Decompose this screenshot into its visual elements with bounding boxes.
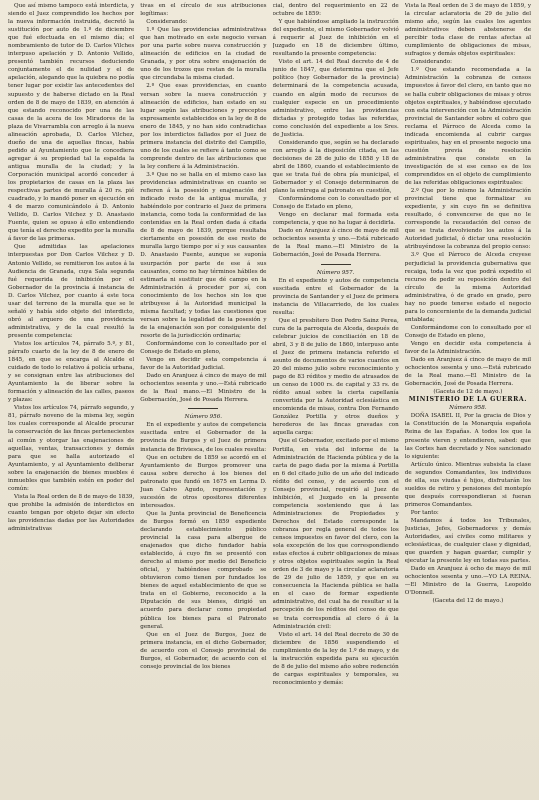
paragraph: Visto el art. 14 del Real decreto de 4 de junio de 1847, que determina que el Jefe político (hoy Gobernador de la provincia) determinará de la competencia acusada, cuando en algún modo de recursos de cualquier especie en un procedimiento administrativo, entre las providencias dictadas y protegido todas las referidas, como conclusión del expediente a los Sres. de Justicia. — [272, 59, 399, 138]
paragraph: 1.º Que las providencias administrativas que han motivado en este negocio versan por una parte sobre nueva construcción y alineación de edificios en la ciudad de Granada, y por otra sobre enajenación de uno de los trozos que restan de la muralla que circundaba la misma ciudad. — [140, 27, 267, 82]
divider — [321, 264, 351, 265]
paragraph: Considerando que, según se ha declarado con arreglo á la disposición citada, en las decisiones de 28 de julio de 1858 y 18 de abril de 1860, cuando el establecimiento de que se trata fué de obra pía municipal, el Gobernador y el Consejo determinaron de plano la entrega al patronato en cuestión, — [272, 139, 399, 195]
text-columns — [8, 2, 531, 794]
paragraph: Que el presbítero Don Pedro Sainz Perea, cura de la parroquia de Alceda, después de celebrar juicios de conciliación en 18 de abril, 3 y 8 de julio de 1860, interpuso ante el Juez de primera instancia referido el asunto de documentos de varios cuantos en 20 del mismo julio sobre reconocimiento y pago de 83 réditos y medio de atrasados de un censo de 1000 rs. de capital y 33 rs. de rédito anual sobre la cierta capellanía convertida por la Autoridad eclesiástica en encomienda de misas, contra Don Fernando González Portilla y otros dueños y herederos de las fincas gravadas con aquella carga: — [272, 317, 399, 437]
paragraph: Vistos los artículos 74, párrafo 5.º, y 81, párrafo cuarto de la ley de 8 de enero de 1845, en que se encarga al Alcalde el cuidado de todo lo relativo á policía urbana, y se consignan entre las atribuciones del Ayuntamiento la de liberar sobre la formación y alineación de las calles, paseos y plazas: — [8, 340, 135, 404]
paragraph: En el expediente y autos de competencia suscitada entre el Gobernador de la provincia de Santander y el Juez de primera instancia de Villacarriedo, de los cuales resulta: — [272, 277, 399, 316]
signature-paragraph: Dado en Aranjuez á cinco de mayo de mil ochocientos sesenta y uno.—Está rubricado de la Real mano.—El Ministro de la Gobernación, José de Posada Herrera. — [140, 373, 267, 404]
gazette-date: (Gaceta del 12 de mayo.) — [432, 598, 504, 605]
gazette-date: (Gaceta de 12 de mayo.) — [433, 389, 503, 396]
paragraph: 1.º Que estando recomendada a la Administración la cobranza de censos impuestos á favor del clero, en tanto que no se halla cubrir obligaciones de misas y otros objetos espirituales, y habiéndose ejecutado con esta intervención con la Administración provincial de Santander sobre el cobro que reclama el Párroco de Alceda como la indicada encomienda al cubrir cargas espirituales, hay en el presente negocio una cuestión previa de resolución administrativa que consiste en la investigación de si ese censo es de los comprendidos en el objeto de cumplimiento de las referidas obligaciones espirituales: — [404, 67, 531, 187]
paragraph: 3.º Que el Párroco de Alceda creyese perjudicial la providencia gubernativa que recaiga, toda la vez que podrá expedito el recurso de pedir su reposición dentro del círculo de la misma Autoridad administrativa, ó de grado en grado, pero hay no puede tenerse estado el negocio para lo concerniente de la demanda judicial entablada; — [404, 252, 531, 323]
paragraph: 2.º Que por lo mismo la Administración provincial tiene que formalizar su expediente, y sin cuyo fin se definitiva resultado, ó convencerse de que no le corresponde la recaudación del censo de que se trata devolviendo los autos á la Autoridad judicial, ó dictar una resolución atribuyéndose la cobranza del propio censo: — [404, 188, 531, 251]
paragraph: Que la Junta provincial de Beneficencia de Burgos formó en 1859 expediente declarando establecimiento público provincial la casa para albergue de enajenados que dicho fundador había establecido, á cuyo fin se presentó con derecho al mismo por medio del Beneficio oficial, y habiéndose comprobado se obtuvieron como tienen por fundados los bienes de aquel establecimiento de que se trata en el Gobierno, reconocido a la Diputación de sus bienes, dirigió un acuerdo para declarar como propiedad pública los bienes para el Patronato general. — [140, 510, 267, 630]
paragraph: Vista la Real orden de 3 de mayo de 1859, y la circular aclaratoria de 29 de julio del mismo año, según las cuales los agentes administrativos deben abstenerse de percibir toda clase de rentas afectas al cumplimiento de obligaciones de misas, sufragios y demás objetos espirituales: — [404, 3, 531, 58]
paragraph: Conformándome con lo consultado por el Consejo de Estado en pleno, — [140, 340, 267, 356]
signature-paragraph: Dado en Aranjuez á ocho de mayo de mil ochocientos sesenta y uno.—YO LA REINA.—El Ministro de la Guerra, Leopoldo O'Donnell. — [404, 566, 531, 597]
paragraph: DOÑA ISABEL II, Por la gracia de Dios y la Constitución de la Monarquía española Reina de las Españas. A todos los que la presente vieren y entendieren, sabed: que las Cortes han decretado y Nos sancionado lo siguiente: — [404, 413, 531, 460]
paragraph: Vengo en decidir esta competencia á favor de la Administración. — [404, 340, 531, 356]
paragraph: Considerando: — [146, 19, 188, 26]
signature-paragraph: Dado en Aranjuez á cinco de mayo de mil ochocientos sesenta y uno.—Está rubricado de la Real mano.—El Ministro de la Gobernación, José de Posada Herrera. — [272, 228, 399, 259]
paragraph: En el expediente y autos de competencia suscitada entre el Gobernador de la provincia de Burgos y el Juez de primera instancia de Briviesca, de los cuales resulta: — [140, 422, 267, 453]
decree-number: Número 958. — [449, 405, 487, 412]
paragraph: Y que habiéndose ampliado la instrucción del expediente, el mismo Gobernador volvió á requerir al Juez de inhibición en el Juzgado en 18 de diciembre último, resultando la presente competencia: — [272, 19, 399, 58]
paragraph: Vista la Real orden de 8 de mayo de 1839, que prohibe la admisión de interdictos en cuanto tengan por objeto dejar sin efecto las providencias dadas por las Autoridades administrativas — [8, 493, 135, 533]
paragraph: 2.º Que esas providencias, en cuanto versan sobre la nueva construcción y alineación de edificios, han estado en su lugar según las atribuciones y preceptos expresamente establecidos en la ley de 8 de enero de 1845, y no han sido contradichas por los interdictos fallados por el Juez de primera instancia del distrito del Campillo, uno de los cuales se refiere á tanto como se comprende dentro de las atribuciones que la ley confiere á la Administración. — [140, 83, 267, 170]
paragraph: Que así mismo tampoco está interdicta, y siendo el Juez comprendido los hechos por la nueva información instruida, decretó la sustitución por auto de 1.º de diciembre que fué efectuada en el mismo día; el nombramiento de tutor de D. Carlos Vilches interpuso apelación y D. Antonio Vellido, presentó también recursos deduciendo conjuntamente el de nulidad y el de apelación, alegando que la quiebra no podía tener lugar por existir las antecedentes del supuesto y de haberse dictado en la Real orden de 8 de mayo de 1839, en atención á que estando reconocido por una de las casas de la acera de los Miradores de la plaza de Vivarrambla con arreglo á la nueva alineación aprobada, D. Carlos Vilchez, dueño de una de aquellas fincas, había pedido al Ayuntamiento que le concediera agregar á su propiedad tal la espalda la antigua muralla de la ciudad; y la Corporación municipal acordó conceder á los propietarios de casas en la plaza las respectivas partes de muralla á 20 rs. pié cuadrado, y lo mandó poner en ejecución en 4 de marzo comunicándolo á D. Antonio Vellido, D. Carlos Vilchez y D. Anastasio Fuente, quien se opuso á ello entendiendo que tenía el derecho expedito por la muralla á favor de las primeras. — [8, 3, 135, 243]
paragraph: 3.º Que no se halla en el mismo caso las providencias administrativas en cuanto se refieren á la posesión y enajenación del indicado resto de la antigua muralla, y habiéndolo por contrario el Juez de primera instancia, como toda la conformidad de las contenidas en la Real orden dada á citada de 8 de mayo de 1839, porque resultaba ciertamente en posesión de ese resto de muralla largo tiempo por sí y sus causantes D. Anastasio Fuente, aunque se suponía usurpación por parte de ese á sus causantes, como no hay términos hábiles de estimarla ni sustituir que dé campo en la Administración á proceder por sí, con conocimiento de los hechos sin los que atribuyese á la Autoridad municipal la misma facultad; y todas las cuestiones que versan sobre la legalidad de la posesión y de la enajenación son por consiguiente del resorte de la jurisdicción ordinaria; — [140, 171, 267, 339]
column-1 — [8, 2, 134, 794]
paragraph: Por tanto: — [410, 509, 439, 516]
decree-number: Número 956. — [184, 414, 223, 421]
paragraph: Artículo único. Mientras subsista la clase de segundos Comandantes, los individuos de ella, sus viudas é hijos, disfrutarán los sueldos de retiro y pensiones del montepío que después correspondieran si fueran primeros Comandantes. — [404, 461, 531, 508]
paragraph: Conformándome con lo consultado por el Consejo de Estado en pleno, — [272, 196, 399, 211]
paragraph: tivas en el círculo de sus atribuciones legítimas: — [140, 3, 267, 18]
paragraph: Que el Gobernador, excitado por el mismo Portilla, en vista del informe de la Administración de Hacienda pública y de la carta de pago dada por la misma á Portilla en 6 del citado julio de un año del indicado rédito del censo, y de acuerdo con el Consejo provincial, requirió al Juez de inhibición, el Juzgado en la presente competencia sosteniendo que á las Administraciones de Propiedades y Derechos del Estado corresponde la cobranza por regla general de todos los censos impuestos en favor del clero, con la sola excepción de los que correspondiendo estas efectos á cubrir obligaciones de misas y otros objetos espirituales según la Real orden de 3 de mayo y la circular aclaratoria de 29 de julio de 1859, y que en su consecuencia la Hacienda pública se halla en el caso de formar expediente administrativo, del cual ha de resultar si la percepción de los réditos del censo de que se trata correspondía al clero ó á la Administración civil: — [272, 438, 399, 630]
column-4 — [405, 2, 531, 794]
paragraph: Considerando: — [410, 59, 452, 66]
paragraph: cial, dentro del requerimiento en 22 de octubre de 1859: — [272, 3, 399, 18]
divider — [188, 408, 218, 409]
decree-number: Número 957. — [316, 269, 355, 276]
paragraph: Conformándome con lo consultado por el Consejo de Estado en pleno, — [404, 324, 531, 339]
column-3 — [273, 2, 399, 794]
paragraph: Que admitidas las apelaciones interpuestas por Don Carlos Vilchez y D. Antonio Vellido, se remitieron los autos á la Audiencia de Granada, cuya Sala segunda fué requerida de inhibición por el Gobernador de la provincia á instancia de D. Carlos Vilchez, por cuanto á este toca usar del terreno de la muralla que se le señaló y había sido objeto del interdicto, obró al arquero de una providencia administrativa, y de la cual resultó la presente competencia: — [8, 244, 135, 339]
paragraph: Que en octubre de 1859 se acordó en el Ayuntamiento de Burgos promover una causa sobre derecho á los bienes del patronato que fundó en 1675 en Lerma D. Juan Calvo Agudo, representación y sucesión de otros opositores diferentes interesados. — [140, 454, 267, 509]
signature-paragraph: Dado en Aranjuez á cinco de mayo de mil ochocientos sesenta y uno.—Está rubricado de la Real mano.—El Ministro de la Gobernación, José de Posada Herrera. — [404, 357, 531, 388]
section-heading: MINISTERIO DE LA GUERRA. — [408, 396, 527, 404]
paragraph: Visto el art. 14 del Real decreto de 30 de diciembre de 1856 suspendiendo el cumplimiento de la ley de 1.º de mayo, y de la instrucción expedida para su ejecución de 8 de julio del mismo año sobre redención de cargas espirituales y temporales, su reconocimiento y demás: — [272, 631, 399, 686]
column-2 — [140, 2, 266, 794]
paragraph: Vistos los artículos 74, párrafo segundo, y 81, párrafo noveno de la misma ley, según los cuales corresponde al Alcalde procurar la conservación de las fincas pertenecientes al común y otorgar las enajenaciones de aquellas, ventas, transacciones y demás para que se halla autorizado el Ayuntamiento, y al Ayuntamiento deliberar sobre la enajenación de bienes muebles é inmuebles que también estén en poder del común: — [8, 405, 135, 492]
paragraph: Vengo en decidir esta competencia á favor de la Autoridad judicial. — [140, 357, 267, 372]
paragraph: Que en el Juez de Burgos, Juez de primera instancia, en el dicho Gobernador, de acuerdo con el Consejo provincial de Burgos, el Gobernador, de acuerdo con el consejo provincial de los bienes — [140, 631, 267, 670]
paragraph: Mandamos á todos los Tribunales, Justicias, Jefes, Gobernadores y demás Autoridades, así civiles como militares y eclesiásticas, de cualquier clase y dignidad, que guarden y hagan guardar, cumplir y ejecutar la presente ley en todas sus partes. — [404, 518, 531, 565]
paragraph: Vengo en declarar mal formada esta competencia, y que no ha lugar á decidirla. — [272, 212, 399, 227]
